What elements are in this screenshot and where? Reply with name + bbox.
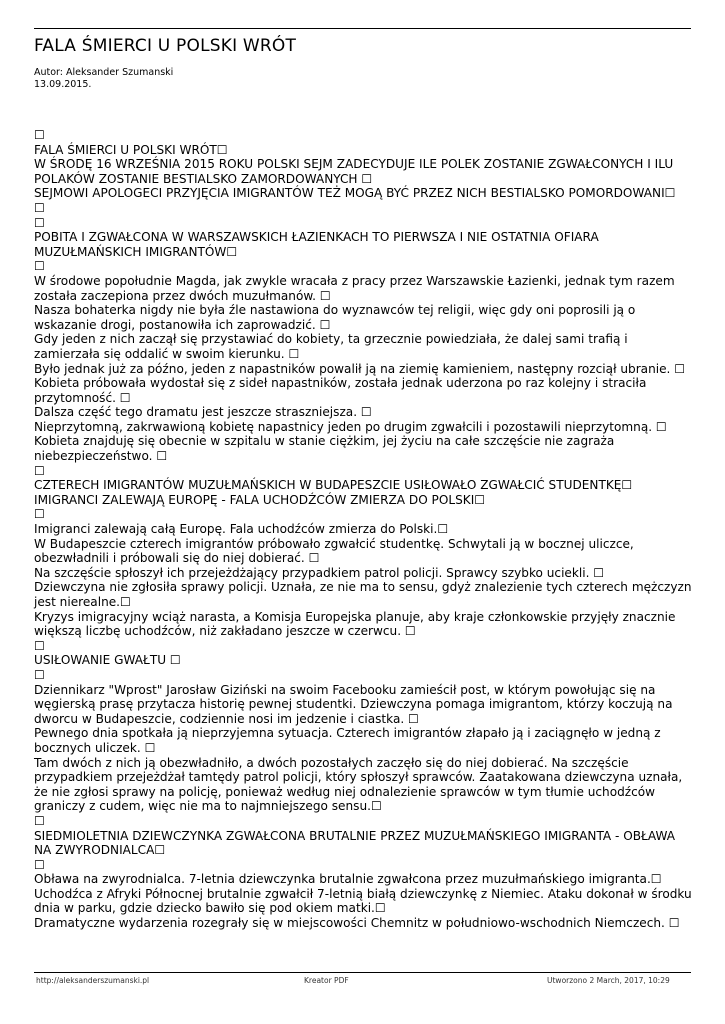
paragraph: CZTERECH IMIGRANTÓW MUZUŁMAŃSKICH W BUDAPESZCIE USIŁOWAŁO ZGWAŁCIĆ STUDENTKĘ☐ <box>34 478 633 493</box>
footer-rule <box>34 972 691 973</box>
paragraph: Uchodźca z Afryki Północnej brutalnie zgwałcił 7-letnią białą dziewczynkę z Niemiec. Ataku dokonał w środku dnia w parku, gdzie dziecko bawiło się pod okiem matki.☐ <box>34 886 692 916</box>
paragraph: W ŚRODĘ 16 WRZEŚNIA 2015 ROKU POLSKI SEJM ZADECYDUJE ILE POLEK ZOSTANIE ZGWAŁCONYCH I ILU POLAKÓW ZOSTANIE BESTIALSKO ZAMORDOWANYCH ☐ <box>34 157 674 186</box>
paragraph: Było jednak już za późno, jeden z napastników powalił ją na ziemię kamieniem, następny rozciął ubranie. ☐ <box>34 361 686 376</box>
paragraph: Dalsza część tego dramatu jest jeszcze straszniejsza. ☐ <box>34 405 372 420</box>
author-line: Autor: Aleksander Szumanski <box>34 67 174 78</box>
paragraph: Kobieta próbowała wydostał się z sideł napastników, została jednak uderzona po raz kolejny i straciła przytomność. ☐ <box>34 376 647 405</box>
paragraph: IMIGRANCI ZALEWAJĄ EUROPĘ - FALA UCHODŹCÓW ZMIERZA DO POLSKI☐ <box>34 492 486 507</box>
paragraph: Nasza bohaterka nigdy nie była źle nastawiona do wyznawców tej religii, więc gdy oni poprosili ją o wskazanie drogi, postanowiła ich zaprowadzić. ☐ <box>34 303 636 332</box>
article-body <box>34 128 694 931</box>
header-rule <box>34 28 691 29</box>
paragraph: Kryzys imigracyjny wciąż narasta, a Komisja Europejska planuje, aby kraje członkowskie przyjęły znacznie większą liczbę uchodźców, niż zakładano jeszcze w czerwcu. ☐ <box>34 609 676 639</box>
paragraph: W środowe popołudnie Magda, jak zwykle wracała z pracy przez Warszawskie Łazienki, jednak tym razem została zaczepiona przez dwóch muzułmanów. ☐ <box>34 273 675 303</box>
paragraph: ☐ <box>34 507 45 522</box>
paragraph: ☐ <box>34 638 45 653</box>
paragraph: ☐ <box>34 200 45 215</box>
footer-creator: Kreator PDF <box>304 976 349 985</box>
date-line: 13.09.2015. <box>34 79 92 90</box>
paragraph: Gdy jeden z nich zaczął się przystawiać do kobiety, ta grzecznie powiedziała, że dalej sami trafią i zamierzała się oddalić w swoim kierunku. ☐ <box>34 332 628 361</box>
paragraph: SIEDMIOLETNIA DZIEWCZYNKA ZGWAŁCONA BRUTALNIE PRZEZ MUZUŁMAŃSKIEGO IMIGRANTA - OBŁAWA NA ZWYRODNIALCA☐ <box>34 828 676 858</box>
paragraph: FALA ŚMIERCI U POLSKI WRÓT☐ <box>34 142 228 157</box>
paragraph: Nieprzytomną, zakrwawioną kobietę napastnicy jeden po drugim zgwałcili i pozostawili nieprzytomną. ☐ <box>34 419 667 434</box>
paragraph: ☐ <box>34 857 45 872</box>
paragraph: Dziennikarz "Wprost" Jarosław Giziński na swoim Facebooku zamieścił post, w którym powołując się na węgierską prasę przytacza historię pewnej studentki. Dziewczyna pomaga imigrantom, którzy koczują na dworcu w Budapeszcie, codziennie nosi im jedzenie i ciastka. ☐ <box>34 682 673 726</box>
paragraph: Kobieta znajduję się obecnie w szpitalu w stanie ciężkim, jej życiu na całe szczęście nie zagraża niebezpieczeństwo. ☐ <box>34 434 615 464</box>
paragraph: ☐ <box>34 813 45 828</box>
paragraph: Imigranci zalewają całą Europę. Fala uchodźców zmierza do Polski.☐ <box>34 522 449 537</box>
paragraph: Pewnego dnia spotkała ją nieprzyjemna sytuacja. Czterech imigrantów złapało ją i zaciągnęło w jedną z bocznych uliczek. ☐ <box>34 726 661 755</box>
paragraph: SEJMOWI APOLOGECI PRZYJĘCIA IMIGRANTÓW TEŻ MOGĄ BYĆ PRZEZ NICH BESTIALSKO POMORDOWANI☐ <box>34 186 676 201</box>
paragraph: Na szczęście spłoszył ich przejeżdżający przypadkiem patrol policji. Sprawcy szybko uciekli. ☐ <box>34 565 605 580</box>
paragraph: USIŁOWANIE GWAŁTU ☐ <box>34 653 181 668</box>
paragraph: Obława na zwyrodnialca. 7-letnia dziewczynka brutalnie zgwałcona przez muzułmańskiego imigranta.☐ <box>34 872 662 887</box>
paragraph: POBITA I ZGWAŁCONA W WARSZAWSKICH ŁAZIENKACH TO PIERWSZA I NIE OSTATNIA OFIARA MUZUŁMAŃSKICH IMIGRANTÓW☐ <box>34 230 599 259</box>
footer-created: Utworzono 2 March, 2017, 10:29 <box>547 976 670 985</box>
paragraph: ☐ <box>34 667 45 682</box>
paragraph: Dziewczyna nie zgłosiła sprawy policji. Uznała, ze nie ma to sensu, gdyż znalezienie tych czterech mężczyzn jest nierealne.☐ <box>34 580 692 609</box>
document-title: FALA ŚMIERCI U POLSKI WRÓT <box>34 36 297 56</box>
paragraph: ☐ <box>34 259 45 274</box>
paragraph: W Budapeszcie czterech imigrantów próbowało zgwałcić studentkę. Schwytali ją w bocznej uliczce, obezwładnili i próbowali się do niej dobierać. ☐ <box>34 536 634 566</box>
document-meta <box>34 67 173 91</box>
paragraph: ☐ <box>34 463 45 478</box>
footer-url: http://aleksanderszumanski.pl <box>36 976 150 985</box>
paragraph: Tam dwóch z nich ją obezwładniło, a dwóch pozostałych zaczęło się do niej dobierać. Na szczęście przypadkiem przejeżdżał tamtędy patrol policji, który spłoszył sprawców. Zaatakowana dziewczyna uznała, że nie zgłosi sprawy na policję, ponieważ według niej odnalezienie sprawców w tym tłumie uchodźców graniczy z cudem, więc nie ma to najmniejszego sensu.☐ <box>34 755 683 814</box>
paragraph: ☐ <box>34 215 45 230</box>
paragraph: ☐ <box>34 128 45 142</box>
paragraph: Dramatyczne wydarzenia rozegrały się w miejscowości Chemnitz w południowo-wschodnich Niemczech. ☐ <box>34 916 680 931</box>
